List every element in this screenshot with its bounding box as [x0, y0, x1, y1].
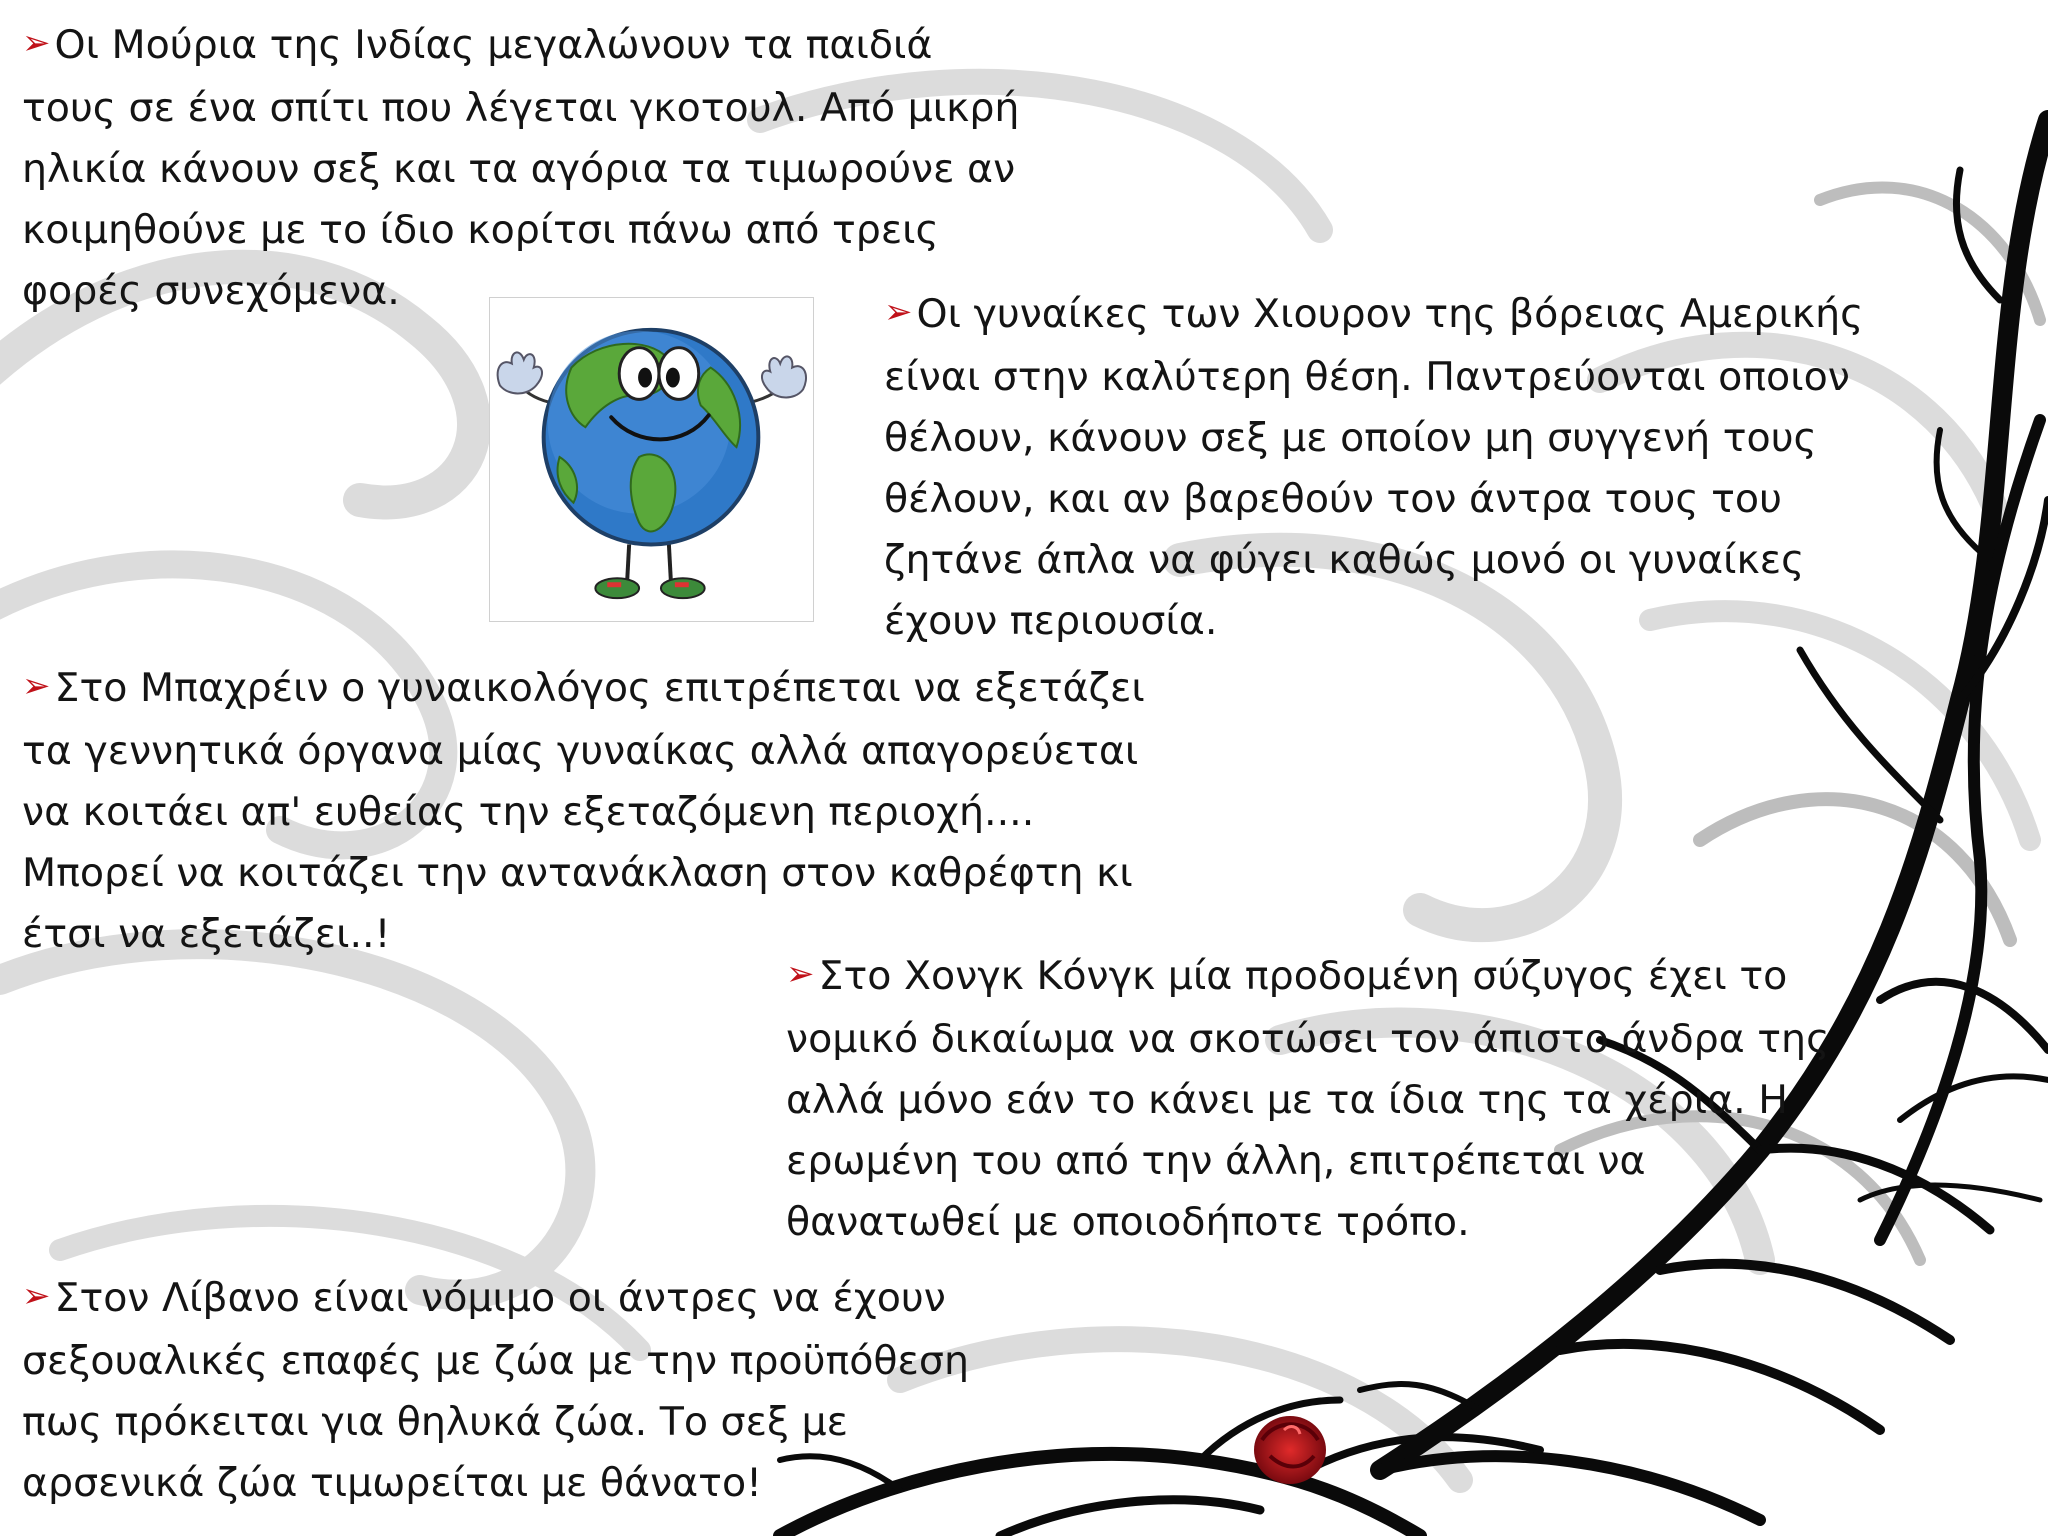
paragraph-line: αλλά μόνο εάν το κάνει με τα ίδια της τα χέρια. Η: [786, 1077, 1788, 1123]
paragraph-line: ➢ Στο Μπαχρέιν ο γυναικολόγος επιτρέπεται να εξετάζει: [22, 658, 1145, 721]
paragraph-line: έτσι να εξετάζει..!: [22, 911, 391, 957]
paragraph-line: ερωμένη του από την άλλη, επιτρέπεται να: [786, 1138, 1646, 1184]
paragraph-line: ➢ Στον Λίβανο είναι νόμιμο οι άντρες να έχουν: [22, 1268, 969, 1331]
paragraph-line: ηλικία κάνουν σεξ και τα αγόρια τα τιμωρούνε αν: [22, 146, 1016, 192]
globe-image: [489, 297, 814, 622]
paragraph-line: ➢ Οι Μούρια της Ινδίας μεγαλώνουν τα παιδιά: [22, 15, 1019, 78]
paragraph-line: τους σε ένα σπίτι που λέγεται γκοτουλ. Από μικρή: [22, 85, 1020, 131]
paragraph-line: έχουν περιουσία.: [884, 598, 1218, 644]
paragraph-lebanon: [22, 1268, 969, 1514]
paragraph-line: τα γεννητικά όργανα μίας γυναίκας αλλά απαγορεύεται: [22, 728, 1139, 774]
bullet-arrow-icon: ➢: [22, 1276, 51, 1316]
paragraph-line: νομικό δικαίωμα να σκοτώσει τον άπιστο άνδρα της: [786, 1016, 1830, 1062]
paragraph-line: είναι στην καλύτερη θέση. Παντρεύονται οποιον: [884, 354, 1850, 400]
paragraph-line: κοιμηθούνε με το ίδιο κορίτσι πάνω από τρεις: [22, 207, 939, 253]
paragraph-bahrain: [22, 658, 1145, 965]
paragraph-line: θανατωθεί με οποιοδήποτε τρόπο.: [786, 1199, 1470, 1245]
paragraph-line: ➢ Οι γυναίκες των Χιουρον της βόρειας Αμερικής: [884, 284, 1863, 347]
rose-icon: [1254, 1416, 1326, 1484]
paragraph-line: αρσενικά ζώα τιμωρείται με θάνατο!: [22, 1460, 762, 1506]
bullet-arrow-icon: ➢: [22, 23, 51, 63]
paragraph-hong-kong: [786, 946, 1829, 1253]
paragraph-line: Μπορεί να κοιτάζει την αντανάκλαση στον καθρέφτη κι: [22, 850, 1133, 896]
paragraph-line: να κοιτάει απ' ευθείας την εξεταζόμενη περιοχή....: [22, 789, 1035, 835]
paragraph-line: πως πρόκειται για θηλυκά ζώα. Το σεξ με: [22, 1399, 849, 1445]
paragraph-line: ➢ Στο Χονγκ Κόνγκ μία προδομένη σύζυγος έχει το: [786, 946, 1829, 1009]
paragraph-line: θέλουν, και αν βαρεθούν τον άντρα τους του: [884, 476, 1782, 522]
bullet-arrow-icon: ➢: [884, 292, 913, 332]
paragraph-huron: [884, 284, 1863, 652]
paragraph-moria: [22, 15, 1019, 322]
bullet-arrow-icon: ➢: [786, 954, 815, 994]
paragraph-line: θέλουν, κάνουν σεξ με οποίον μη συγγενή τους: [884, 415, 1817, 461]
paragraph-line: σεξουαλικές επαφές με ζώα με την προϋπόθεση: [22, 1338, 969, 1384]
bullet-arrow-icon: ➢: [22, 666, 51, 706]
paragraph-line: φορές συνεχόμενα.: [22, 268, 400, 314]
paragraph-line: ζητάνε άπλα να φύγει καθώς μονό οι γυναίκες: [884, 537, 1805, 583]
cartoon-globe-icon: [490, 298, 813, 621]
